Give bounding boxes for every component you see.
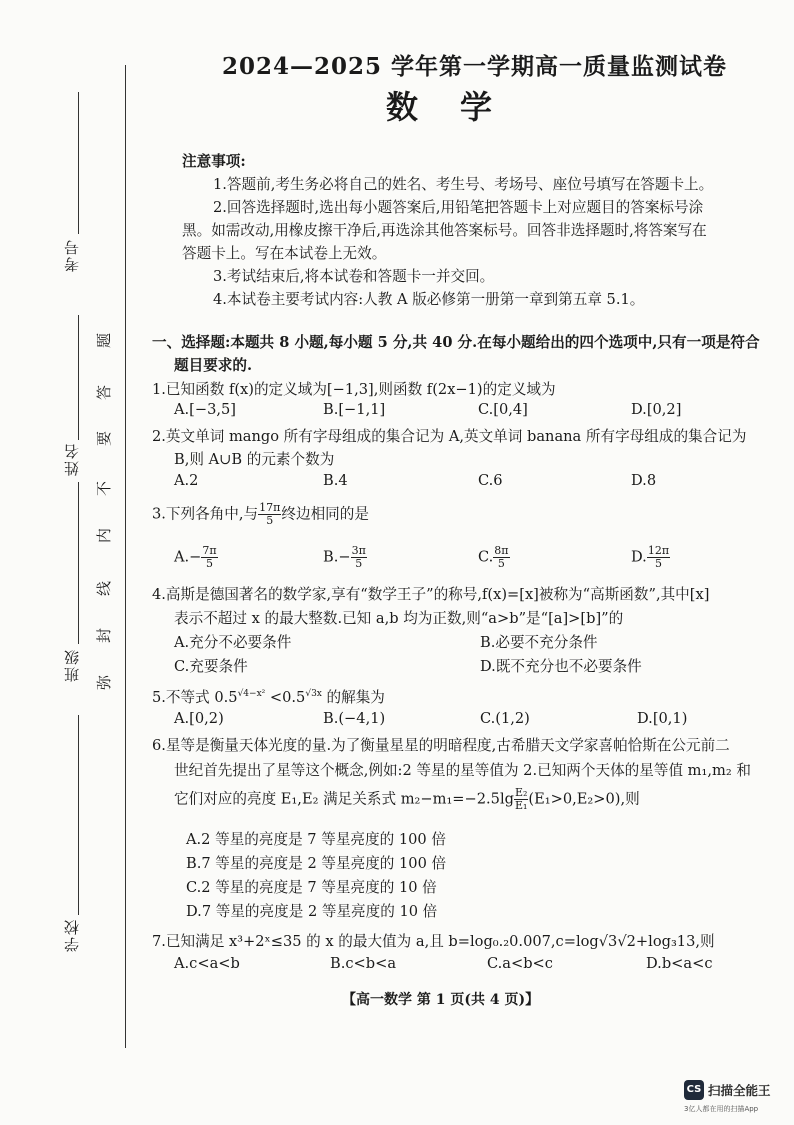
notice-line: 黑。如需改动,用橡皮擦干净后,再选涂其他答案标号。回答非选择题时,将答案写在 [182, 222, 707, 239]
notice-line: 3.考试结束后,将本试卷和答题卡一并交回。 [213, 268, 495, 285]
stem-text: 终边相同的是 [281, 505, 369, 523]
option-d: D.8 [631, 472, 657, 489]
question-stem-cont: B,则 A∪B 的元素个数为 [174, 451, 335, 468]
exam-no-underline [78, 92, 79, 234]
option-a: A.充分不必要条件 [174, 634, 292, 651]
option-a: A.[0,2) [174, 710, 224, 727]
seal-word: 不 [95, 480, 114, 497]
option-d: D.[0,2] [631, 401, 682, 418]
exam-no-label: 考号 [63, 238, 81, 272]
option-d: D. $\frac{12\pi}{5}$ [631, 544, 670, 570]
question-stem: 4.高斯是德国著名的数学家,享有“数学王子”的称号,f(x)=[x]被称为“高斯函数”,其中[x] [152, 586, 710, 603]
option-c: C.(1,2) [480, 710, 530, 727]
seal-word: 弥 [95, 674, 114, 691]
question-stem: 6.星等是衡量天体光度的量.为了衡量星星的明暗程度,古希腊天文学家喜帕恰斯在公元前二 [152, 737, 730, 754]
option-b: B.[−1,1] [323, 401, 386, 418]
exponent: √4−x² [237, 689, 266, 700]
option-b: B.c<b<a [330, 955, 397, 972]
question-stem: 2.英文单词 mango 所有字母组成的集合记为 A,英文单词 banana 所有字母组成的集合记为 [152, 428, 747, 445]
exam-title: 2024—2025 学年第一学期高一质量监测试卷 [222, 53, 728, 80]
name-label: 姓名 [63, 442, 81, 476]
seal-word: 答 [95, 384, 114, 401]
option-d: D.7 等星的亮度是 2 等星亮度的 10 倍 [186, 903, 438, 920]
notice-line: 1.答题前,考生务必将自己的姓名、考生号、考场号、座位号填写在答题卡上。 [213, 176, 714, 193]
option-c: C.a<b<c [487, 955, 553, 972]
option-c: C. $\frac{8\pi}{5}$ [478, 544, 509, 570]
option-c: C.6 [478, 472, 503, 489]
page-footer: 【高一数学 第 1 页(共 4 页)】 [342, 992, 540, 1008]
name-underline [78, 315, 79, 440]
class-underline [78, 482, 79, 644]
notice-line: 答题卡上。写在本试卷上无效。 [182, 245, 387, 262]
question-stem [152, 502, 369, 527]
option-c: C.[0,4] [478, 401, 528, 418]
exponent: √3x [305, 689, 322, 700]
option-b: B.必要不充分条件 [480, 634, 598, 651]
option-a: A.[−3,5] [174, 401, 237, 418]
seal-word: 要 [95, 430, 114, 447]
seal-word: 内 [95, 527, 114, 544]
notice-line: 4.本试卷主要考试内容:人教 A 版必修第一册第一章到第五章 5.1。 [213, 291, 645, 308]
option-a: A.2 [174, 472, 199, 489]
option-c: C.2 等星的亮度是 7 等星亮度的 10 倍 [186, 879, 437, 896]
stem-text: 3.下列各角中,与 [152, 505, 259, 523]
binding-margin [0, 0, 150, 1060]
option-a: A.− $\frac{7\pi}{5}$ [174, 544, 217, 570]
option-b: B.(−4,1) [323, 710, 386, 727]
fraction-den: 5 [266, 514, 274, 527]
question-stem-cont: 它们对应的亮度 E₁,E₂ 满足关系式 m₂−m₁=−2.5lg $\frac{\text{E₂}}{\text{E₁}}$ (E₁>0,E₂>0),则 [174, 786, 640, 812]
notice-heading: 注意事项: [182, 153, 246, 170]
scanner-slogan: 3亿人都在用的扫描App [684, 1105, 759, 1113]
option-d: D.既不充分也不必要条件 [480, 658, 642, 675]
question-stem: 1.已知函数 f(x)的定义域为[−1,3],则函数 f(2x−1)的定义域为 [152, 381, 556, 398]
option-b: B.4 [323, 472, 348, 489]
school-underline [78, 715, 79, 915]
fraction-num: 17π [259, 501, 281, 514]
camscanner-icon: CS [684, 1080, 704, 1100]
school-label: 学校 [63, 918, 81, 952]
option-a: A.c<a<b [174, 955, 240, 972]
section-heading: 一、选择题:本题共 8 小题,每小题 5 分,共 40 分.在每小题给出的四个选项中,只有一项是符合 [152, 334, 760, 351]
section-heading-cont: 题目要求的. [174, 357, 253, 374]
question-stem: 7.已知满足 x³+2ˣ≤35 的 x 的最大值为 a,且 b=log₀.₂0.007,c=log√3√2+log₃13,则 [152, 933, 715, 950]
fraction [258, 502, 281, 527]
notice-line: 2.回答选择题时,选出每小题答案后,用铅笔把答题卡上对应题目的答案标号涂 [213, 199, 704, 216]
class-label: 班级 [63, 648, 81, 682]
question-stem: 5.不等式 $0.5^{√4-x^2} <0.5^{√3x}$ 的解集为 [152, 689, 385, 706]
option-b: B.− $\frac{3\pi}{5}$ [323, 544, 366, 570]
seal-word: 封 [95, 627, 114, 644]
binding-line [125, 65, 126, 1048]
option-c: C.充要条件 [174, 658, 248, 675]
subject-title: 数学 [386, 88, 535, 126]
scanner-name: 扫描全能王 [708, 1083, 771, 1098]
option-b: B.7 等星的亮度是 2 等星亮度的 100 倍 [186, 855, 447, 872]
question-stem-cont: 世纪首先提出了星等这个概念,例如:2 等星的星等值为 2.已知两个天体的星等值 m₁,m₂ 和 [174, 762, 751, 779]
seal-word: 线 [95, 580, 114, 597]
seal-word: 题 [95, 332, 114, 349]
question-stem-cont: 表示不超过 x 的最大整数.已知 a,b 均为正数,则“a>b”是“[a]>[b]”的 [174, 610, 624, 627]
option-d: D.[0,1) [637, 710, 688, 727]
option-d: D.b<a<c [646, 955, 713, 972]
option-a: A.2 等星的亮度是 7 等星亮度的 100 倍 [186, 831, 446, 848]
